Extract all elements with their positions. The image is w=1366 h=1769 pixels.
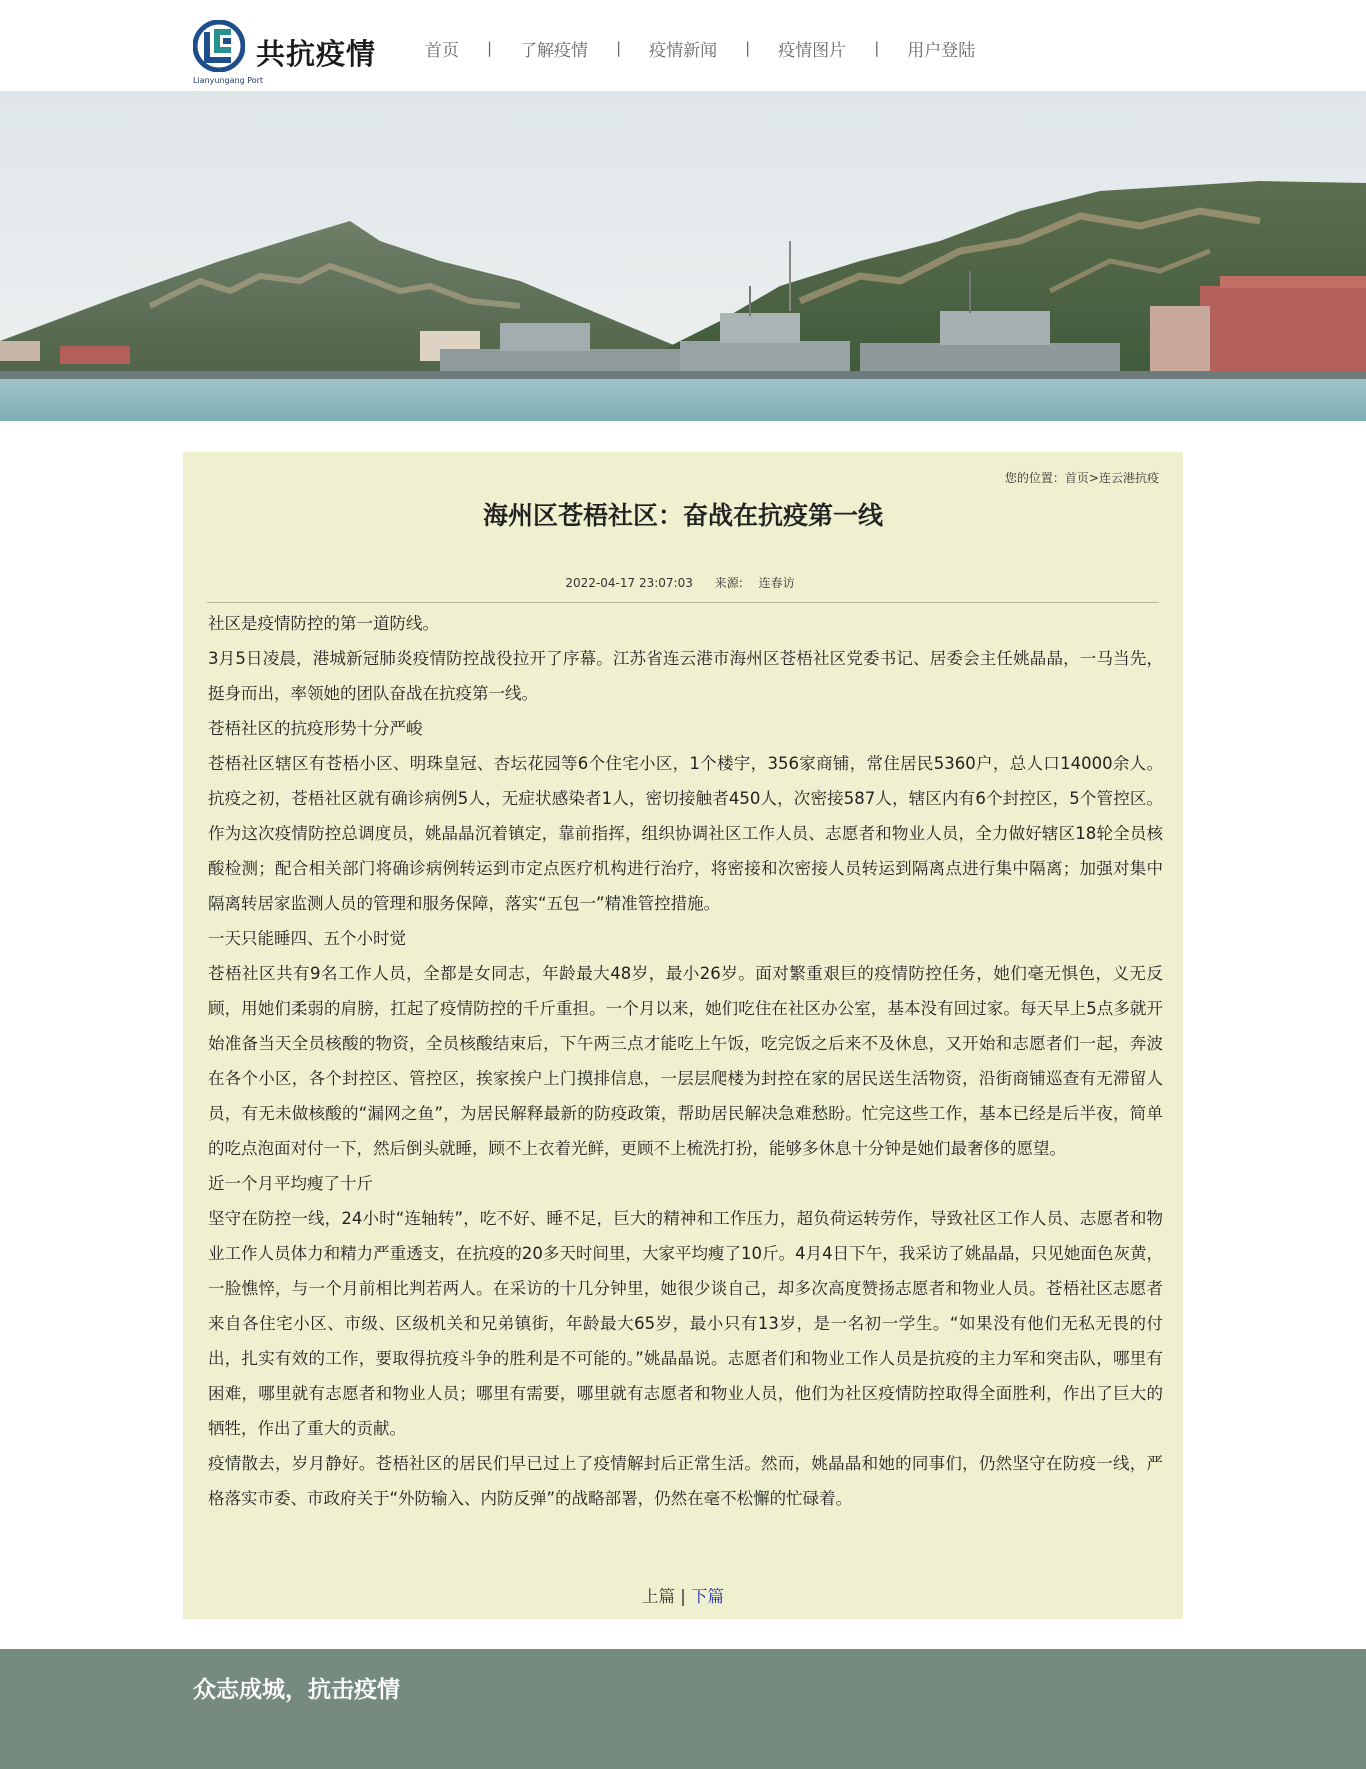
nav-item-epidemic-news[interactable]: 疫情新闻: [649, 40, 718, 61]
logo-text: 共抗疫情: [256, 37, 377, 71]
site-header: [0, 0, 1366, 91]
article-title: 海州区苍梧社区：奋战在抗疫第一线: [482, 501, 883, 530]
article-paragraph: 苍梧社区辖区有苍梧小区、明珠皇冠、杏坛花园等6个住宅小区，1个楼宇，356家商铺，常住居民5360户，总人口14000余人。抗疫之初，苍梧社区就有确诊病例5人，无症状感染者1人，密切接触者450人，次密接587人，辖区内有6个封控区，5个管控区。作为这次疫情防控总调度员，姚晶晶沉着镇定，靠前指挥，组织协调社区工作人员、志愿者和物业人员，全力做好辖区18轮全员核酸检测；配合相关部门将确诊病例转运到市定点医疗机构进行治疗，将密接和次密接人员转运到隔离点进行集中隔离；加强对集中隔离转居家监测人员的管理和服务保障，落实“五包一”精准管控措施。: [208, 754, 1163, 913]
article-paragraph: 社区是疫情防控的第一道防线。: [208, 614, 439, 633]
nav-item-epidemic-photos[interactable]: 疫情图片: [778, 40, 847, 61]
nav-separator: |: [487, 39, 493, 57]
article-body: [208, 606, 1163, 1516]
article-pager: [183, 1583, 1183, 1607]
article-source: [709, 576, 801, 590]
nav-separator: |: [745, 39, 751, 57]
article-panel: [183, 452, 1183, 1619]
article-paragraph: 3月5日凌晨，港城新冠肺炎疫情防控战役拉开了序幕。江苏省连云港市海州区苍梧社区党委书记、居委会主任姚晶晶，一马当先，挺身而出，率领她的团队奋战在抗疫第一线。: [208, 649, 1163, 703]
breadcrumb-arrow: >: [1088, 471, 1099, 485]
nav-item-home[interactable]: 首页: [425, 40, 459, 61]
breadcrumb-home-link[interactable]: 首页: [1064, 471, 1089, 485]
source-label: 来源:: [714, 576, 743, 590]
main-nav: [425, 36, 975, 60]
article-paragraph: 苍梧社区共有9名工作人员，全都是女同志，年龄最大48岁，最小26岁。面对繁重艰巨的疫情防控任务，她们毫无惧色，义无反顾，用她们柔弱的肩膀，扛起了疫情防控的千斤重担。一个月以来，她们吃住在社区办公室，基本没有回过家。每天早上5点多就开始准备当天全员核酸的物资，全员核酸结束后，下午两三点才能吃上午饭，吃完饭之后来不及休息，又开始和志愿者们一起，奔波在各个小区，各个封控区、管控区，挨家挨户上门摸排信息，一层层爬楼为封控在家的居民送生活物资，沿街商铺巡查有无滞留人员，有无未做核酸的“漏网之鱼”，为居民解释最新的防疫政策，帮助居民解决急难愁盼。忙完这些工作，基本已经是后半夜，简单的吃点泡面对付一下，然后倒头就睡，顾不上衣着光鲜，更顾不上梳洗打扮，能够多休息十分钟是她们最奢侈的愿望。: [208, 964, 1163, 1158]
nav-item-about-epidemic[interactable]: 了解疫情: [520, 40, 589, 61]
breadcrumb: [1005, 469, 1159, 486]
next-article-link[interactable]: 下篇: [691, 1587, 725, 1606]
source-name: 连春访: [758, 576, 795, 590]
site-logo[interactable]: [193, 20, 378, 88]
nav-item-user-login[interactable]: 用户登陆: [907, 40, 976, 61]
prev-article-link[interactable]: 上篇: [641, 1587, 675, 1606]
title-divider: [207, 602, 1159, 603]
article-subheading: 一天只能睡四、五个小时觉: [208, 929, 406, 948]
logo-subtitle: Lianyungang Port: [193, 76, 264, 85]
article-subheading: 苍梧社区的抗疫形势十分严峻: [208, 719, 423, 738]
pager-separator: |: [680, 1587, 686, 1606]
nav-separator: |: [616, 39, 622, 57]
nav-separator: |: [874, 39, 880, 57]
article-date: 2022-04-17 23:07:03: [565, 576, 693, 590]
breadcrumb-current-link[interactable]: 连云港抗疫: [1098, 471, 1159, 485]
harbor-landscape-illustration: [0, 91, 1366, 421]
site-footer: [0, 1649, 1366, 1769]
footer-slogan: 众志成城，抗击疫情: [193, 1677, 400, 1703]
article-paragraph: 坚守在防控一线，24小时“连轴转”，吃不好、睡不足，巨大的精神和工作压力，超负荷运转劳作，导致社区工作人员、志愿者和物业工作人员体力和精力严重透支，在抗疫的20多天时间里，大家平均瘦了10斤。4月4日下午，我采访了姚晶晶，只见她面色灰黄，一脸憔悴，与一个月前相比判若两人。在采访的十几分钟里，她很少谈自己，却多次高度赞扬志愿者和物业人员。苍梧社区志愿者来自各住宅小区、市级、区级机关和兄弟镇街，年龄最大65岁，最小只有13岁，是一名初一学生。“如果没有他们无私无畏的付出，扎实有效的工作，要取得抗疫斗争的胜利是不可能的。”姚晶晶说。志愿者们和物业工作人员是抗疫的主力军和突击队，哪里有困难，哪里就有志愿者和物业人员；哪里有需要，哪里就有志愿者和物业人员，他们为社区疫情防控取得全面胜利，作出了巨大的牺牲，作出了重大的贡献。: [208, 1209, 1163, 1438]
logo-mark-icon: [193, 20, 245, 72]
breadcrumb-prefix: 您的位置：: [1004, 471, 1065, 485]
banner-image: [0, 91, 1366, 421]
article-subheading: 近一个月平均瘦了十斤: [208, 1174, 373, 1193]
article-paragraph: 疫情散去，岁月静好。苍梧社区的居民们早已过上了疫情解封后正常生活。然而，姚晶晶和她的同事们，仍然坚守在防疫一线，严格落实市委、市政府关于“外防输入、内防反弹”的战略部署，仍然在毫不松懈的忙碌着。: [208, 1454, 1163, 1508]
article-meta: [183, 574, 1183, 591]
